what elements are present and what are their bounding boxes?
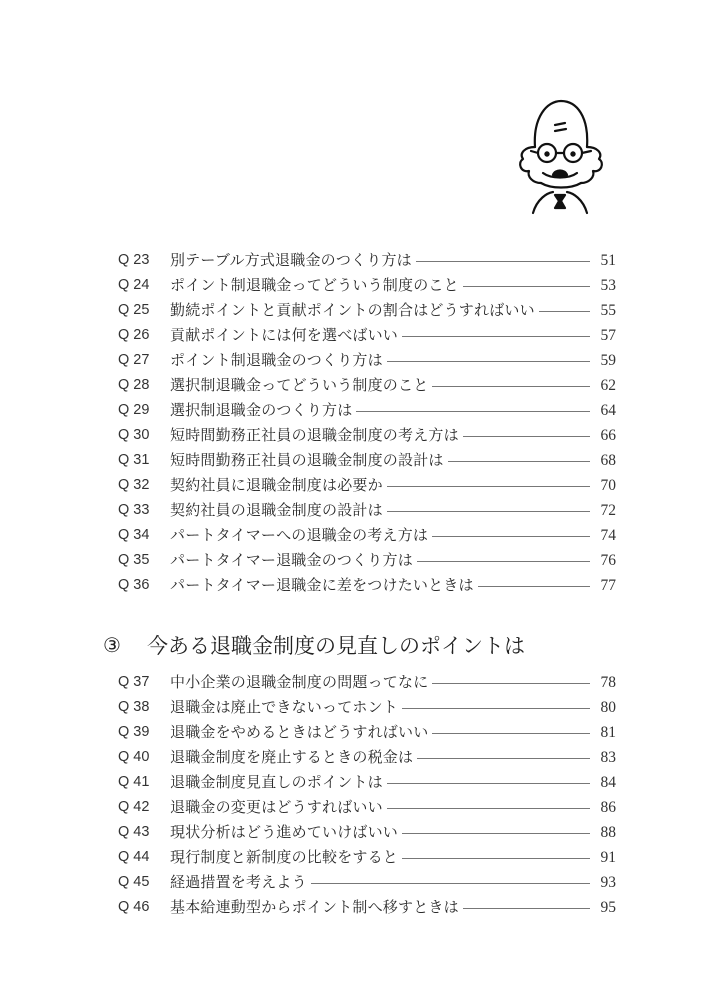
page-number: 81 [600, 724, 616, 741]
page-number: 55 [600, 302, 616, 319]
page-number: 91 [600, 849, 616, 866]
toc-entry[interactable] [118, 248, 616, 273]
question-number: Q 35 [118, 552, 150, 568]
leader-line [417, 561, 590, 562]
question-number: Q 41 [118, 774, 150, 790]
page-number: 78 [600, 674, 616, 691]
question-title: 退職金制度見直しのポイントは [170, 773, 383, 791]
leader-line [356, 411, 590, 412]
page-number: 95 [600, 899, 616, 916]
question-title: 短時間勤務正社員の退職金制度の設計は [170, 451, 444, 469]
toc-entry[interactable] [118, 273, 616, 298]
toc-entry[interactable] [118, 323, 616, 348]
question-number: Q 24 [118, 277, 150, 293]
toc-entry[interactable] [118, 473, 616, 498]
leader-line [432, 386, 590, 387]
toc-entry[interactable] [118, 348, 616, 373]
leader-line [387, 361, 590, 362]
toc-entry[interactable] [118, 770, 616, 795]
page-number: 74 [600, 527, 616, 544]
question-title: ポイント制退職金のつくり方は [170, 351, 383, 369]
toc-entry[interactable] [118, 670, 616, 695]
question-title: 契約社員の退職金制度の設計は [170, 501, 383, 519]
toc-entry[interactable] [118, 845, 616, 870]
question-number: Q 36 [118, 577, 150, 593]
toc-entry[interactable] [118, 720, 616, 745]
question-number: Q 32 [118, 477, 150, 493]
question-title: 別テーブル方式退職金のつくり方は [170, 251, 412, 269]
toc-entry[interactable] [118, 795, 616, 820]
toc-entry[interactable] [118, 745, 616, 770]
leader-line [402, 336, 590, 337]
page-number: 51 [600, 252, 616, 269]
question-number: Q 25 [118, 302, 150, 318]
toc-entry[interactable] [118, 298, 616, 323]
page-number: 84 [600, 774, 616, 791]
question-title: 経過措置を考えよう [170, 873, 307, 891]
page-number: 62 [600, 377, 616, 394]
question-title: 現行制度と新制度の比較をすると [170, 848, 399, 866]
page-number: 53 [600, 277, 616, 294]
leader-line [387, 783, 590, 784]
page-number: 76 [600, 552, 616, 569]
question-title: 勤続ポイントと貢献ポイントの割合はどうすればいい [170, 301, 535, 319]
question-title: パートタイマー退職金に差をつけたいときは [170, 576, 474, 594]
page-number: 77 [600, 577, 616, 594]
question-title: 退職金は廃止できないってホント [170, 698, 399, 716]
toc-list-group-1 [118, 248, 616, 598]
leader-line [402, 708, 590, 709]
question-number: Q 43 [118, 824, 150, 840]
leader-line [539, 311, 590, 312]
question-title: 選択制退職金のつくり方は [170, 401, 353, 419]
question-title: 短時間勤務正社員の退職金制度の考え方は [170, 426, 459, 444]
leader-line [463, 908, 590, 909]
toc-entry[interactable] [118, 423, 616, 448]
question-number: Q 31 [118, 452, 150, 468]
section-title: 今ある退職金制度の見直しのポイントは [147, 634, 525, 658]
question-number: Q 23 [118, 252, 150, 268]
leader-line [402, 833, 590, 834]
question-title: 契約社員に退職金制度は必要か [170, 476, 383, 494]
question-title: 退職金の変更はどうすればいい [170, 798, 383, 816]
page-number: 83 [600, 749, 616, 766]
toc-entry[interactable] [118, 448, 616, 473]
question-number: Q 38 [118, 699, 150, 715]
page-number: 80 [600, 699, 616, 716]
page-number: 88 [600, 824, 616, 841]
leader-line [432, 683, 590, 684]
question-title: 現状分析はどう進めていけばいい [170, 823, 399, 841]
page-number: 64 [600, 402, 616, 419]
toc-entry[interactable] [118, 870, 616, 895]
leader-line [432, 733, 590, 734]
page-number: 86 [600, 799, 616, 816]
question-title: パートタイマー退職金のつくり方は [170, 551, 413, 569]
question-title: 選択制退職金ってどういう制度のこと [170, 376, 429, 394]
leader-line [402, 858, 590, 859]
question-number: Q 42 [118, 799, 150, 815]
leader-line [478, 586, 590, 587]
page-number: 93 [600, 874, 616, 891]
question-number: Q 46 [118, 899, 150, 915]
page-number: 68 [600, 452, 616, 469]
leader-line [417, 758, 590, 759]
question-number: Q 29 [118, 402, 150, 418]
page-number: 72 [600, 502, 616, 519]
leader-line [387, 808, 590, 809]
toc-entry[interactable] [118, 498, 616, 523]
leader-line [387, 511, 590, 512]
question-number: Q 37 [118, 674, 150, 690]
leader-line [463, 286, 590, 287]
leader-line [448, 461, 590, 462]
question-number: Q 45 [118, 874, 150, 890]
toc-entry[interactable] [118, 548, 616, 573]
leader-line [387, 486, 590, 487]
toc-list-group-2 [118, 670, 616, 920]
page-number: 66 [600, 427, 616, 444]
question-title: 退職金制度を廃止するときの税金は [170, 748, 414, 766]
leader-line [432, 536, 590, 537]
question-title: 基本給連動型からポイント制へ移すときは [170, 898, 459, 916]
question-number: Q 26 [118, 327, 150, 343]
question-number: Q 44 [118, 849, 150, 865]
section-number: ③ [103, 633, 121, 657]
question-number: Q 28 [118, 377, 150, 393]
question-number: Q 39 [118, 724, 150, 740]
toc-entry[interactable] [118, 820, 616, 845]
question-title: ポイント制退職金ってどういう制度のこと [170, 276, 459, 294]
question-title: 貢献ポイントには何を選べばいい [170, 326, 399, 344]
toc-entry[interactable] [118, 398, 616, 423]
toc-entry[interactable] [118, 373, 616, 398]
page-number: 70 [600, 477, 616, 494]
page-number: 59 [600, 352, 616, 369]
leader-line [311, 883, 590, 884]
question-number: Q 40 [118, 749, 150, 765]
bald-man-illustration-icon [505, 95, 615, 215]
leader-line [463, 436, 590, 437]
toc-entry[interactable] [118, 695, 616, 720]
question-title: 退職金をやめるときはどうすればいい [170, 723, 429, 741]
toc-entry[interactable] [118, 573, 616, 598]
question-number: Q 30 [118, 427, 150, 443]
leader-line [416, 261, 590, 262]
question-title: 中小企業の退職金制度の問題ってなに [170, 673, 429, 691]
question-number: Q 34 [118, 527, 150, 543]
question-number: Q 33 [118, 502, 150, 518]
toc-entry[interactable] [118, 895, 616, 920]
page-number: 57 [600, 327, 616, 344]
section-heading [103, 630, 525, 660]
question-number: Q 27 [118, 352, 150, 368]
toc-entry[interactable] [118, 523, 616, 548]
question-title: パートタイマーへの退職金の考え方は [170, 526, 429, 544]
